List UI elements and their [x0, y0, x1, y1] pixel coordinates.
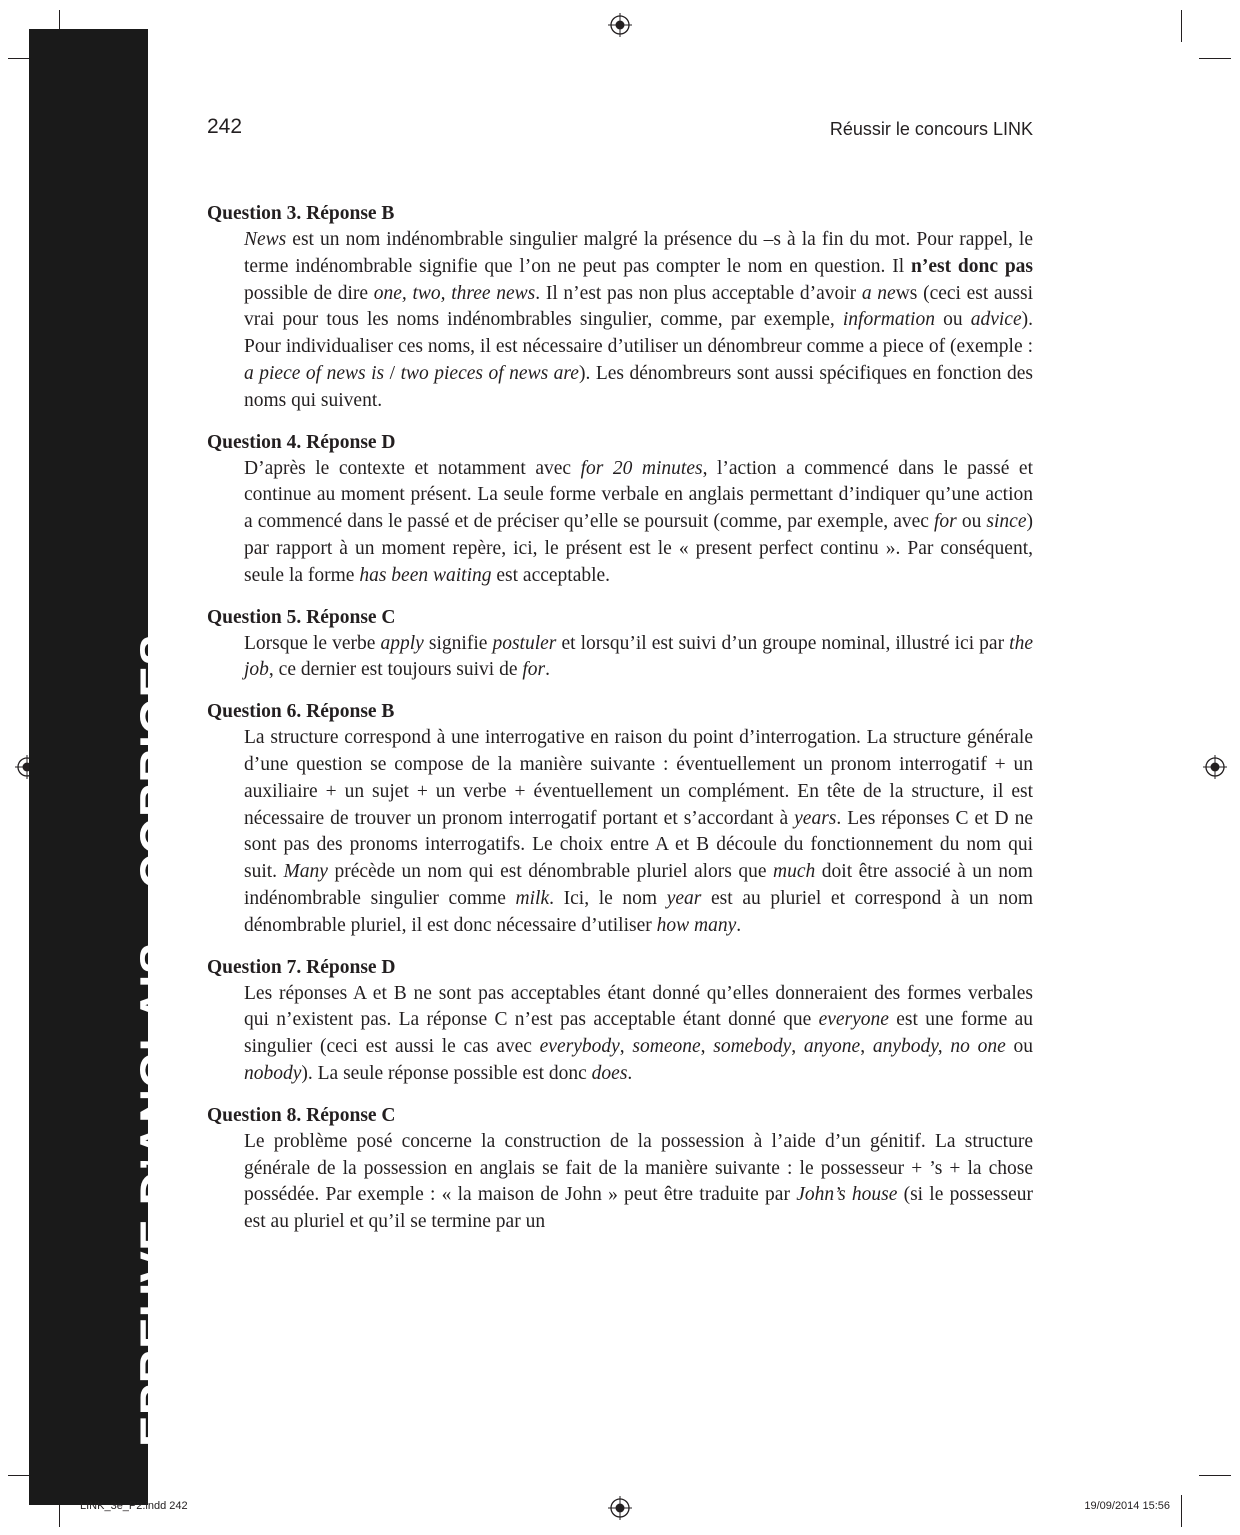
text-run: . — [545, 659, 550, 681]
question-title: Question 6. Réponse B — [207, 701, 395, 723]
text-run: ). La seule réponse possible est donc — [301, 1062, 592, 1084]
text-run: précède un nom qui est dénombrable pluriel alors que — [327, 861, 774, 883]
emphasis-text: anybody, no one — [872, 1036, 1006, 1058]
crop-mark-bottom-right-v — [1181, 1495, 1182, 1527]
question-explanation — [244, 227, 1033, 415]
emphasis-text: a ne — [861, 282, 896, 304]
text-run: Les réponses A et B ne sont pas acceptables étant donné qu’elles donneraient des formes verbales qui n’existent pas. La réponse C n’est pas acceptable étant donné que — [244, 982, 1033, 1031]
question-explanation — [244, 456, 1033, 590]
question-explanation — [244, 1129, 1033, 1236]
section-sidebar — [29, 29, 183, 1505]
text-run: ). Pour individualiser ces noms, il est nécessaire d’utiliser un dénombreur comme a piece of (exemple : — [244, 309, 1033, 358]
text-run: (si le possesseur est au pluriel et qu’il se termine par un — [244, 1184, 1034, 1233]
emphasis-text: postuler — [492, 632, 557, 654]
crop-mark-bottom-right-h — [1199, 1475, 1231, 1476]
emphasis-text: two pieces of news are — [400, 362, 579, 384]
registration-mark-bottom-icon — [608, 1496, 632, 1520]
text-run: est acceptable. — [491, 564, 611, 586]
emphasis-text: apply — [380, 632, 424, 654]
registration-mark-right-icon — [1203, 755, 1227, 779]
question-title: Question 8. Réponse C — [207, 1104, 396, 1126]
text-run: est une forme au singulier (ceci est aussi le cas avec — [244, 1009, 1033, 1058]
emphasis-text: everybody — [539, 1036, 620, 1058]
text-run: / — [384, 362, 401, 384]
emphasis-text: advice — [970, 309, 1022, 331]
slug-timestamp: 19/09/2014 15:56 — [1084, 1500, 1170, 1512]
question-explanation — [244, 981, 1033, 1088]
text-run: . — [736, 914, 742, 936]
text-run: , ce dernier est toujours suivi de — [268, 659, 523, 681]
question-explanation — [244, 631, 1033, 685]
question-block — [207, 200, 1033, 415]
text-run: et lorsqu’il est suivi d’un groupe nominal, illustré ici par — [556, 632, 1010, 654]
question-block — [207, 1102, 1033, 1236]
text-run: est un nom indénombrable singulier malgré la présence du –s à la fin du mot. Pour rappel, le terme indénombrable signifie que l’on ne peut pas compter le nom en question. Il — [244, 229, 1033, 277]
sidebar-heading: EPREUVE D’ANGLAIS – CORRIGES — [130, 633, 183, 1447]
emphasis-text: for — [934, 511, 957, 533]
text-run: , — [619, 1036, 633, 1058]
text-run: . Il n’est pas non plus acceptable d’avoir — [535, 282, 862, 304]
text-run: . — [627, 1062, 633, 1084]
text-run: doit être associé à un nom indénombrable singulier comme — [244, 861, 1033, 909]
emphasis-text: does — [591, 1062, 628, 1084]
page-number: 242 — [207, 115, 243, 138]
emphasis-text: years — [794, 807, 837, 829]
question-title: Question 4. Réponse D — [207, 431, 396, 453]
emphasis-text: Many — [283, 861, 328, 883]
question-block — [207, 954, 1033, 1088]
question-block — [207, 429, 1033, 590]
bold-text: n’est donc pas — [910, 255, 1034, 277]
emphasis-text: since — [986, 511, 1027, 533]
text-run: ou — [1005, 1036, 1034, 1058]
text-run: ). Les dénombreurs sont aussi spécifiques en fonction des noms qui suivent. — [244, 362, 1033, 411]
text-run: ou — [934, 309, 971, 331]
text-run: , — [791, 1036, 804, 1058]
emphasis-text: the job — [244, 632, 1033, 681]
text-run: possible de dire — [244, 282, 374, 304]
question-title: Question 5. Réponse C — [207, 606, 396, 628]
emphasis-text: anyone — [803, 1036, 861, 1058]
crop-mark-top-right-v — [1181, 10, 1182, 42]
running-title: Réussir le concours LINK — [829, 119, 1033, 139]
emphasis-text: much — [773, 861, 816, 883]
emphasis-text: a piece of news is — [244, 362, 385, 384]
emphasis-text: information — [842, 309, 935, 331]
crop-mark-top-right-h — [1199, 58, 1231, 59]
text-run: Lorsque le verbe — [244, 632, 381, 654]
registration-mark-top-icon — [608, 13, 632, 37]
emphasis-text: for 20 minutes — [580, 457, 703, 479]
emphasis-text: milk — [515, 887, 550, 909]
text-run: D’après le contexte et notamment avec — [244, 457, 581, 479]
text-run: . Les réponses C et D ne sont pas des pronoms interrogatifs. Le choix entre A et B découle du fonctionnement du nom qui suit. — [244, 807, 1034, 883]
question-explanation — [244, 725, 1033, 939]
text-run: , l’action a commencé dans le passé et continue au moment présent. La seule forme verbale en anglais permettant d’indiquer qu’une action a commencé dans le passé et de préciser qu’elle se poursuit (comme, par exemple, avec — [244, 457, 1033, 533]
text-run: ou — [956, 511, 987, 533]
emphasis-text: how many — [656, 914, 737, 936]
text-run: est au pluriel et correspond à un nom dénombrable pluriel, il est donc nécessaire d’utiliser — [244, 887, 1034, 936]
emphasis-text: one, two, three news — [373, 282, 536, 304]
text-run: . Ici, le nom — [549, 887, 667, 909]
text-run: , — [700, 1036, 714, 1058]
question-title: Question 7. Réponse D — [207, 956, 396, 978]
emphasis-text: year — [666, 887, 702, 909]
question-block — [207, 698, 1033, 939]
emphasis-text: everyone — [818, 1009, 889, 1031]
text-run: ) par rapport à un moment repère, ici, le présent est le « present perfect continu ». Par conséquent, seule la forme — [244, 511, 1033, 586]
answers-content — [207, 200, 1033, 1250]
text-run: Le problème posé concerne la construction de la possession à l’aide d’un génitif. La structure générale de la possession en anglais se fait de la manière suivante : le possesseur + ’s + la chose possédée. Par exemple : « la maison de John » peut être traduite par — [244, 1130, 1033, 1206]
emphasis-text: someone — [632, 1036, 701, 1058]
text-run: ws (ceci est aussi vrai pour tous les noms indénombrables singulier, comme, par exemple, — [244, 282, 1034, 331]
text-run: signifie — [423, 632, 493, 654]
question-block — [207, 604, 1033, 685]
emphasis-text: for — [522, 659, 546, 681]
emphasis-text: News — [244, 229, 287, 250]
emphasis-text: has been waiting — [359, 564, 492, 586]
emphasis-text: somebody — [713, 1036, 792, 1058]
text-run: La structure correspond à une interrogative en raison du point d’interrogation. La structure générale d’une question se compose de la manière suivante : éventuellement un pronom interrogatif + un auxiliaire + un sujet + un verbe + éventuellement un complément. En tête de la structure, il est nécessaire de trouver un pronom interrogatif portant et s’accordant à — [244, 727, 1033, 829]
emphasis-text: nobody — [244, 1062, 302, 1084]
text-run: , — [860, 1036, 873, 1058]
slug-file-info: LINK_3e_P2.indd 242 — [80, 1500, 188, 1512]
emphasis-text: John’s house — [796, 1184, 898, 1206]
question-title: Question 3. Réponse B — [207, 203, 395, 224]
